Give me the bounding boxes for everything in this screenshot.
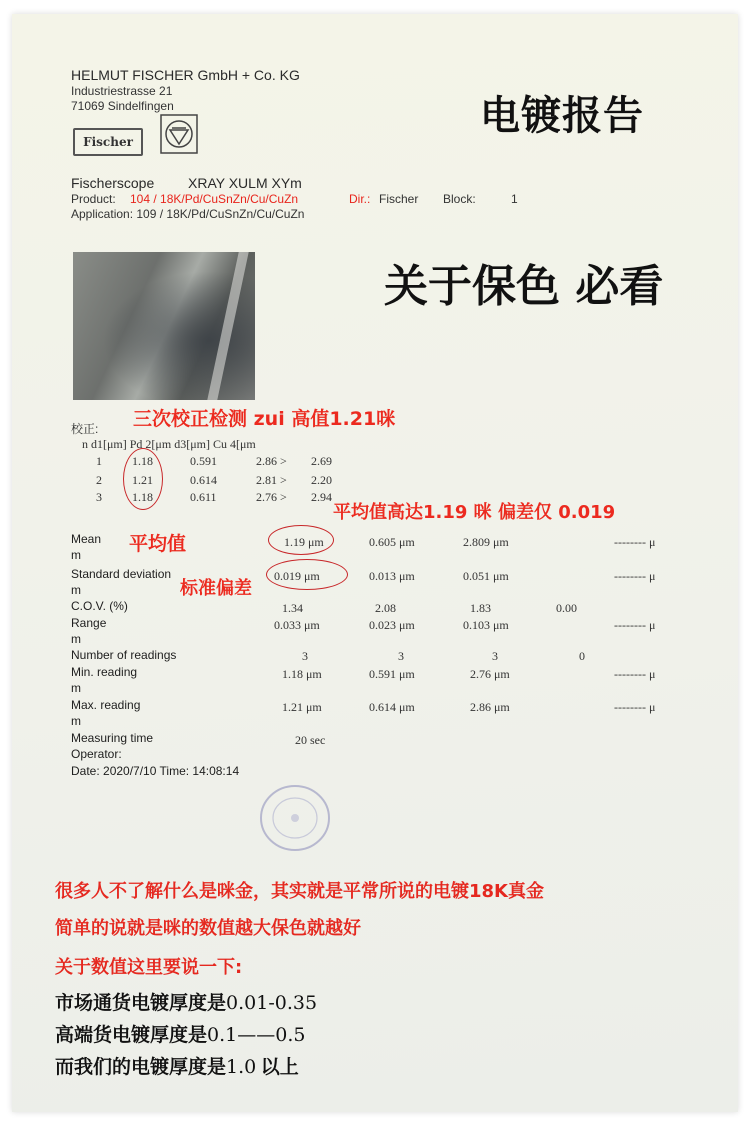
instrument-name: Fischerscope: [71, 175, 155, 191]
mean-circle: [268, 525, 334, 555]
cov-label: C.O.V. (%): [71, 599, 128, 613]
note-line-6-suffix: 以上: [260, 1056, 299, 1078]
sample-photo: [73, 252, 255, 400]
highlight-circle: [123, 448, 163, 510]
min-value-2: 0.591 μm: [369, 667, 415, 681]
cov-value-2: 2.08: [375, 601, 396, 615]
row-d1: 1.21: [132, 473, 153, 487]
range-unit: m: [71, 632, 81, 646]
measuring-time-label: Measuring time: [71, 731, 154, 745]
note-line-5-value: 0.1——0.5: [207, 1024, 306, 1046]
row-d2: 0.611: [190, 490, 217, 504]
row-d3: 2.76 >: [256, 490, 287, 504]
mean-value-2: 0.605 μm: [369, 535, 415, 549]
row-n: 1: [96, 454, 102, 468]
block-value: 1: [511, 192, 518, 206]
company-city: 71069 Sindelfingen: [71, 99, 174, 113]
stddev-circle: [266, 559, 348, 590]
stddev-value-1: 0.019 μm: [274, 569, 320, 583]
note-line-1: 很多人不了解什么是咪金，其实就是平常所说的电镀18K真金: [55, 881, 544, 902]
min-value-1: 1.18 μm: [282, 667, 322, 681]
cov-value-1: 1.34: [282, 601, 303, 615]
average-annotation: 平均值高达1.19 咪 偏差仅 0.019: [333, 502, 616, 523]
stddev-note: 标准偏差: [180, 578, 252, 599]
operator-label: Operator:: [71, 747, 122, 761]
cov-value-4: 0.00: [556, 601, 577, 615]
max-value-2: 0.614 μm: [369, 700, 415, 714]
max-value-1: 1.21 μm: [282, 700, 322, 714]
application-line: Application: 109 / 18K/Pd/CuSnZn/Cu/CuZn: [71, 207, 305, 221]
company-name: HELMUT FISCHER GmbH + Co. KG: [71, 67, 300, 83]
readings-label: Number of readings: [71, 648, 177, 662]
range-value-5: -------- μ: [614, 618, 656, 632]
mean-value-5: -------- μ: [614, 535, 656, 549]
stddev-label: Standard deviation: [71, 567, 172, 581]
company-street: Industriestrasse 21: [71, 84, 173, 98]
min-value-3: 2.76 μm: [470, 667, 510, 681]
mean-label: Mean: [71, 532, 102, 546]
min-unit: m: [71, 681, 81, 695]
row-n: 3: [96, 490, 102, 504]
range-label: Range: [71, 616, 107, 630]
note-line-6-label: 而我们的电镀厚度是: [55, 1056, 227, 1078]
date-line: Date: 2020/7/10 Time: 14:08:14: [71, 764, 240, 778]
official-stamp-icon: [258, 782, 332, 859]
row-d2: 0.591: [190, 454, 217, 468]
product-value: 104 / 18K/Pd/CuSnZn/Cu/CuZn: [130, 192, 299, 206]
range-value-2: 0.023 μm: [369, 618, 415, 632]
max-label: Max. reading: [71, 698, 141, 712]
row-d4: 2.69: [311, 454, 332, 468]
note-line-4: [55, 988, 317, 1015]
note-line-3: 关于数值这里要说一下:: [55, 957, 243, 978]
range-value-1: 0.033 μm: [274, 618, 320, 632]
readings-value-1: 3: [302, 649, 308, 663]
seal-logo-icon: [160, 114, 198, 159]
min-value-5: -------- μ: [614, 667, 656, 681]
dir-label: Dir.:: [349, 192, 371, 206]
instrument-model: XRAY XULM XYm: [188, 175, 302, 191]
mean-value-1: 1.19 μm: [284, 535, 324, 549]
stddev-value-2: 0.013 μm: [369, 569, 415, 583]
stddev-value-5: -------- μ: [614, 569, 656, 583]
calibration-label: 校正:: [71, 422, 99, 436]
row-d1: 1.18: [132, 454, 153, 468]
mean-unit: m: [71, 548, 81, 562]
calibration-annotation: 三次校正检测 zui 高值1.21咪: [133, 408, 396, 430]
block-label: Block:: [443, 192, 476, 206]
product-label: Product:: [71, 192, 116, 206]
mean-value-3: 2.809 μm: [463, 535, 509, 549]
note-line-6: [55, 1052, 299, 1079]
row-d2: 0.614: [190, 473, 217, 487]
headline: 关于保色 必看: [384, 261, 664, 312]
range-value-3: 0.103 μm: [463, 618, 509, 632]
max-unit: m: [71, 714, 81, 728]
note-line-4-label: 市场通货电镀厚度是: [55, 992, 227, 1014]
cov-value-3: 1.83: [470, 601, 491, 615]
min-label: Min. reading: [71, 665, 138, 679]
readings-value-3: 3: [492, 649, 498, 663]
measuring-time-value: 20 sec: [295, 733, 326, 747]
note-line-5: [55, 1020, 305, 1047]
note-line-6-value: 1.0: [226, 1056, 257, 1078]
row-n: 2: [96, 473, 102, 487]
calibration-column-header: n d1[μm] Pd 2[μm d3[μm] Cu 4[μm: [82, 437, 256, 451]
note-line-4-value: 0.01-0.35: [226, 992, 318, 1014]
row-d3: 2.86 >: [256, 454, 287, 468]
fischer-logo: Fischer: [73, 128, 143, 156]
report-title: 电镀报告: [480, 93, 644, 139]
mean-note: 平均值: [129, 533, 187, 555]
stddev-unit: m: [71, 583, 81, 597]
row-d3: 2.81 >: [256, 473, 287, 487]
note-line-5-label: 高端货电镀厚度是: [55, 1024, 208, 1046]
max-value-3: 2.86 μm: [470, 700, 510, 714]
row-d4: 2.20: [311, 473, 332, 487]
row-d1: 1.18: [132, 490, 153, 504]
readings-value-2: 3: [398, 649, 404, 663]
dir-value: Fischer: [379, 192, 419, 206]
readings-value-4: 0: [579, 649, 585, 663]
max-value-5: -------- μ: [614, 700, 656, 714]
note-line-2: 简单的说就是咪的数值越大保色就越好: [55, 918, 361, 939]
stddev-value-3: 0.051 μm: [463, 569, 509, 583]
row-d4: 2.94: [311, 490, 332, 504]
